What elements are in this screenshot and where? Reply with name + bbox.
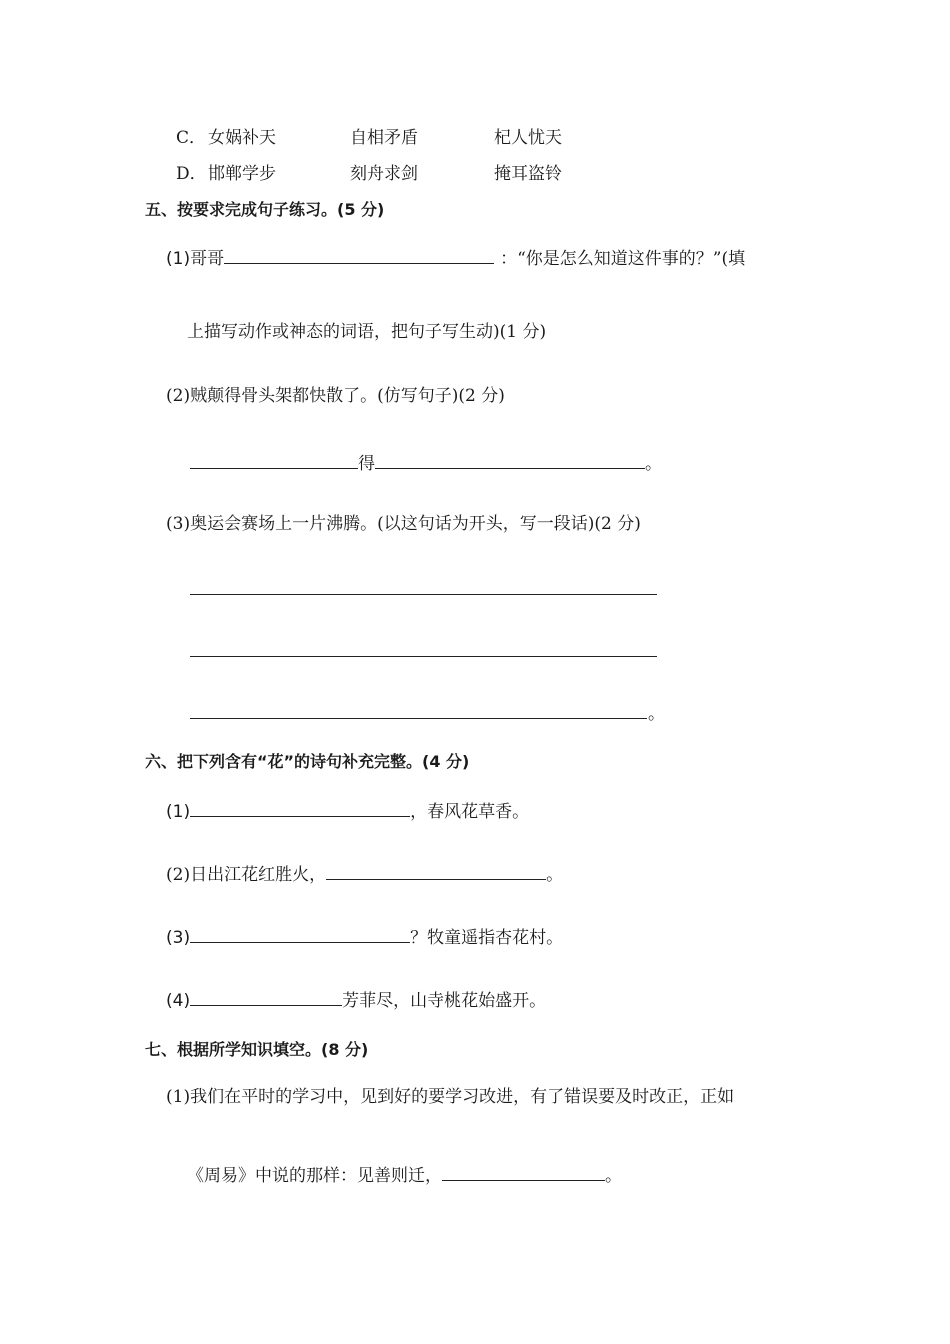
s6-q3-post: ？牧童遥指杏花村。 xyxy=(410,928,564,948)
s6-q2-pre: (2)日出江花红胜火， xyxy=(166,865,327,885)
option-c-item-1: 女娲补天 xyxy=(208,128,276,148)
option-c-label: C． xyxy=(176,128,207,148)
s7-q1-text: (1)我们在平时的学习中，见到好的要学习改进，有了错误要及时改正，正如 xyxy=(166,1087,735,1107)
option-d-item-3: 掩耳盗铃 xyxy=(494,164,562,184)
s6-q1-number: (1) xyxy=(166,802,191,822)
option-d-label: D． xyxy=(176,164,207,184)
s6-q3-number: (3) xyxy=(166,928,191,948)
s5-q1-blank[interactable] xyxy=(224,245,494,264)
option-d-item-2: 刻舟求剑 xyxy=(350,164,418,184)
section-6-heading: 六、把下列含有“花”的诗句补充完整。(4 分) xyxy=(145,752,470,771)
s5-q2-text: (2)贼颠得骨头架都快散了。(仿写句子)(2 分) xyxy=(166,386,505,406)
s6-q3-blank[interactable] xyxy=(190,924,410,943)
option-c-item-2: 自相矛盾 xyxy=(350,128,418,148)
s6-q3-line xyxy=(166,924,563,950)
s5-q1-post: ：“你是怎么知道这件事的？”(填 xyxy=(500,249,746,269)
section-7-heading: 七、根据所学知识填空。(8 分) xyxy=(145,1040,369,1059)
s6-q1-line xyxy=(166,798,529,824)
s6-q4-blank[interactable] xyxy=(190,987,342,1006)
s5-q3-text: (3)奥运会赛场上一片沸腾。(以这句话为开头，写一段话)(2 分) xyxy=(166,514,641,534)
s6-q2-post: 。 xyxy=(546,865,564,885)
option-c-item-3: 杞人忧天 xyxy=(494,128,562,148)
option-d-item-1: 邯郸学步 xyxy=(208,164,276,184)
s5-q1-number: (1) xyxy=(166,249,191,269)
s7-q1-end: 。 xyxy=(605,1166,622,1186)
s6-q2-blank[interactable] xyxy=(326,861,546,880)
s5-q1-line xyxy=(166,245,745,271)
s5-q2-blank-2[interactable] xyxy=(375,450,645,469)
s6-q4-line xyxy=(166,987,546,1013)
s6-q1-blank[interactable] xyxy=(190,798,410,817)
s5-q2-answer-line xyxy=(190,450,662,476)
s6-q2-line xyxy=(166,861,563,887)
s7-q1-blank[interactable] xyxy=(442,1162,605,1181)
s5-q2-blank-1[interactable] xyxy=(190,450,358,469)
s5-q3-blank-2[interactable] xyxy=(190,656,657,657)
s5-q2-mid: 得 xyxy=(358,454,375,474)
s5-q3-blank-1[interactable] xyxy=(190,594,657,595)
s5-q1-pre: 哥哥 xyxy=(190,249,225,269)
s5-q3-end: 。 xyxy=(648,704,665,724)
s6-q1-post: ，春风花草香。 xyxy=(410,802,530,822)
s7-q1-cont: 《周易》中说的那样：见善则迁， xyxy=(187,1166,442,1186)
s6-q4-number: (4) xyxy=(166,991,191,1011)
s7-q1-continuation-line xyxy=(187,1162,622,1188)
s5-q2-end: 。 xyxy=(645,454,662,474)
s5-q3-blank-3[interactable] xyxy=(190,718,647,719)
s5-q1-continuation: 上描写动作或神态的词语，把句子写生动)(1 分) xyxy=(187,322,547,342)
s6-q4-post: 芳菲尽，山寺桃花始盛开。 xyxy=(342,991,547,1011)
section-5-heading: 五、按要求完成句子练习。(5 分) xyxy=(145,200,385,219)
